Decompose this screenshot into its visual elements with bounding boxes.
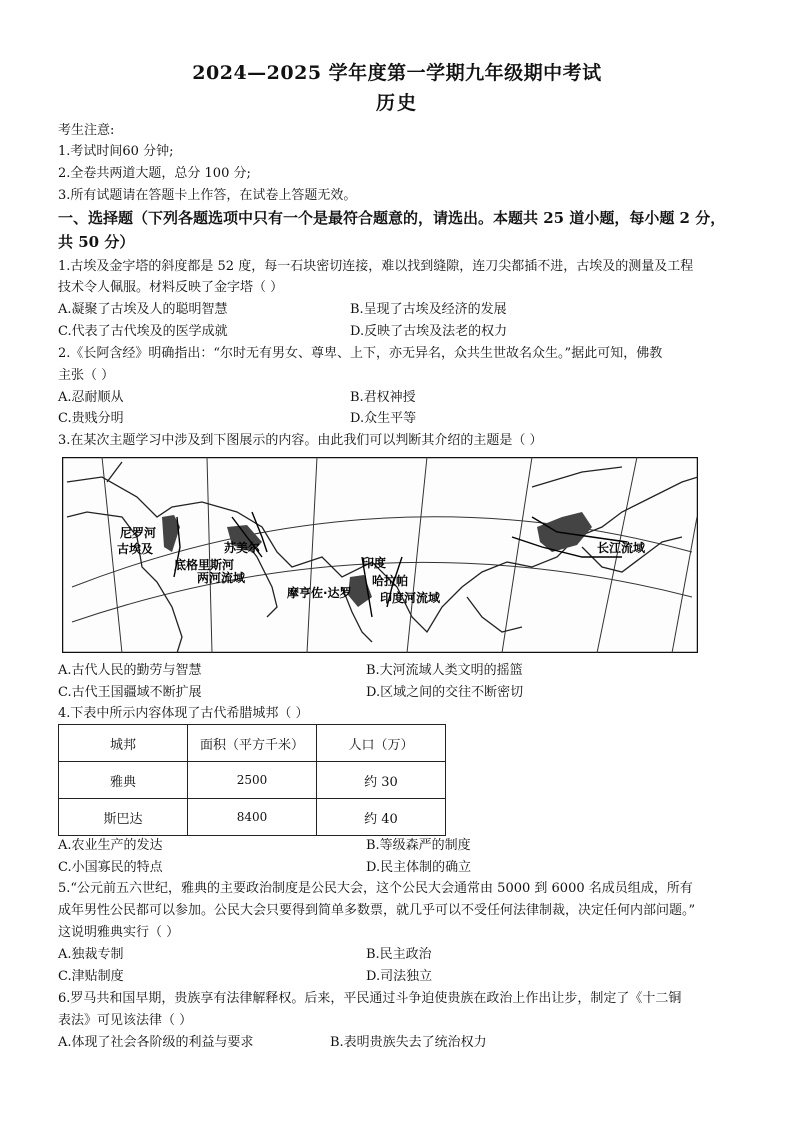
table-header-cell: 城邦 bbox=[59, 725, 188, 762]
table-cell: 斯巴达 bbox=[59, 799, 188, 836]
q5-stem-line3: 这说明雅典实行（ ） bbox=[58, 925, 180, 940]
q2-option-b: B.君权神授 bbox=[350, 390, 416, 405]
q1-option-d: D.反映了古埃及法老的权力 bbox=[350, 324, 508, 339]
q5-option-d: D.司法独立 bbox=[366, 969, 433, 984]
section-heading-line2: 共 50 分） bbox=[58, 233, 135, 251]
table-header-row bbox=[59, 725, 446, 762]
q2-stem-line2: 主张（ ） bbox=[58, 368, 115, 383]
q4-option-a: A.农业生产的发达 bbox=[58, 838, 163, 853]
map-label-yangtze: 长江流域 bbox=[597, 541, 646, 555]
q4-stem: 4.下表中所示内容体现了古代希腊城邦（ ） bbox=[58, 706, 309, 721]
q1-option-a: A.凝聚了古埃及人的聪明智慧 bbox=[58, 302, 228, 317]
q3-option-a: A.古代人民的勤劳与智慧 bbox=[58, 663, 202, 678]
map-label-sumer: 苏美尔 bbox=[224, 541, 261, 555]
section-heading-line1: 一、选择题（下列各题选项中只有一个是最符合题意的，请选出。本题共 25 道小题，每小题 2 分， bbox=[58, 209, 726, 227]
table-cell: 2500 bbox=[188, 762, 317, 799]
q6-option-b: B.表明贵族失去了统治权力 bbox=[330, 1035, 487, 1050]
q4-option-d: D.民主体制的确立 bbox=[366, 860, 472, 875]
q6-stem-line2: 表法》可见该法律（ ） bbox=[58, 1013, 193, 1028]
map-label-tigris: 底格里斯河 bbox=[174, 558, 235, 572]
table-cell: 雅典 bbox=[59, 762, 188, 799]
q2-stem-line1: 2.《长阿含经》明确指出：“尔时无有男女、尊卑、上下，亦无异名，众共生世故名众生。”据此可知，佛教 bbox=[58, 346, 663, 361]
map-label-egypt: 古埃及 bbox=[117, 542, 154, 556]
q1-stem-line1: 1.古埃及金字塔的斜度都是 52 度，每一石块密切连接，难以找到缝隙，连刀尖都插不进，古埃及的测量及工程 bbox=[58, 259, 694, 274]
q6-stem-line1: 6.罗马共和国早期，贵族享有法律解释权。后来，平民通过斗争迫使贵族在政治上作出让步，制定了《十二铜 bbox=[58, 991, 682, 1006]
q5-stem-line2: 成年男性公民都可以参加。公民大会只要得到简单多数票，就几乎可以不受任何法律制裁，决定任何内部问题。” bbox=[58, 903, 696, 918]
table-cell: 8400 bbox=[188, 799, 317, 836]
notice-item-3: 3.所有试题请在答题卡上作答，在试卷上答题无效。 bbox=[58, 188, 357, 203]
table-row bbox=[59, 799, 446, 836]
table-row bbox=[59, 762, 446, 799]
map-label-harappa: 哈拉帕 bbox=[372, 574, 409, 588]
q4-option-c: C.小国寡民的特点 bbox=[58, 860, 163, 875]
q3-option-d: D.区域之间的交往不断密切 bbox=[366, 685, 524, 700]
map-label-india: 印度 bbox=[362, 556, 387, 570]
map-label-mohenjo: 摩亨佐·达罗 bbox=[287, 586, 352, 600]
table-cell: 约 40 bbox=[317, 799, 446, 836]
q5-option-a: A.独裁专制 bbox=[58, 947, 124, 962]
q3-stem: 3.在某次主题学习中涉及到下图展示的内容。由此我们可以判断其介绍的主题是（ ） bbox=[58, 433, 543, 448]
city-state-table bbox=[58, 724, 446, 836]
table-header-cell: 人口（万） bbox=[317, 725, 446, 762]
q2-option-d: D.众生平等 bbox=[350, 411, 417, 426]
q3-option-c: C.古代王国疆域不断扩展 bbox=[58, 685, 202, 700]
map-label-mesopotamia: 两河流域 bbox=[197, 571, 246, 585]
q4-option-b: B.等级森严的制度 bbox=[366, 838, 471, 853]
q3-option-b: B.大河流域人类文明的摇篮 bbox=[366, 663, 523, 678]
map-label-indus: 印度河流域 bbox=[380, 591, 441, 605]
table-header-cell: 面积（平方千米） bbox=[188, 725, 317, 762]
q1-option-c: C.代表了古代埃及的医学成就 bbox=[58, 324, 228, 339]
q5-stem-line1: 5.“公元前五六世纪，雅典的主要政治制度是公民大会，这个公民大会通常由 5000 到 6000 名成员组成，所有 bbox=[58, 881, 693, 896]
map-label-nile: 尼罗河 bbox=[120, 526, 157, 540]
q2-option-a: A.忍耐顺从 bbox=[58, 390, 124, 405]
q2-option-c: C.贵贱分明 bbox=[58, 411, 124, 426]
river-civilizations-map bbox=[62, 457, 698, 653]
exam-subject: 历史 bbox=[375, 92, 418, 114]
table-cell: 约 30 bbox=[317, 762, 446, 799]
q6-option-a: A.体现了社会各阶级的利益与要求 bbox=[58, 1035, 254, 1050]
q5-option-b: B.民主政治 bbox=[366, 947, 432, 962]
notice-item-2: 2.全卷共两道大题，总分 100 分; bbox=[58, 166, 251, 181]
q1-option-b: B.呈现了古埃及经济的发展 bbox=[350, 302, 507, 317]
q5-option-c: C.津贴制度 bbox=[58, 969, 124, 984]
notice-heading: 考生注意: bbox=[58, 123, 115, 138]
q1-stem-line2: 技术令人佩服。材料反映了金字塔（ ） bbox=[58, 280, 284, 295]
notice-item-1: 1.考试时间60 分钟; bbox=[58, 144, 174, 159]
exam-title: 2024—2025 学年度第一学期九年级期中考试 bbox=[192, 62, 602, 84]
